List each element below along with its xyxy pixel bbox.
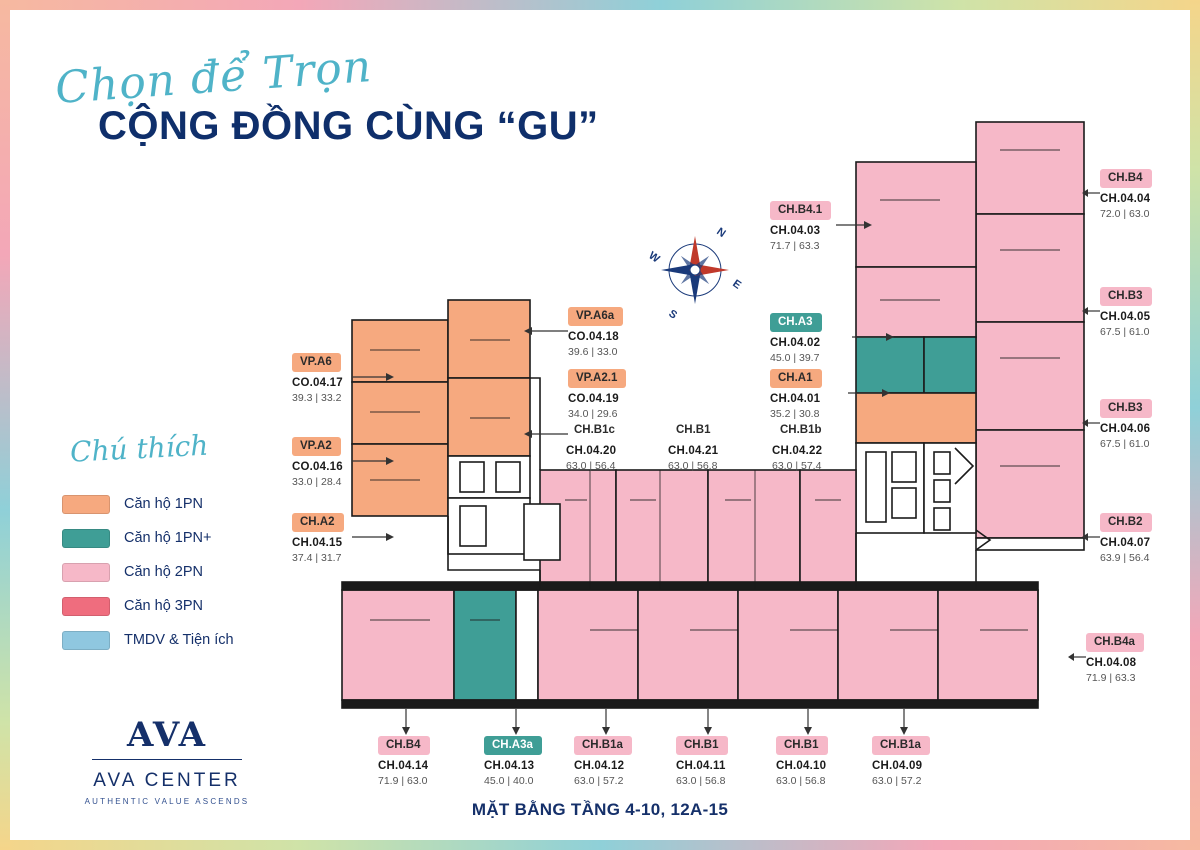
floor-plan-caption: MẶT BẰNG TẦNG 4-10, 12A-15 (471, 800, 729, 819)
callout-ch-04-05[interactable] (1100, 286, 1152, 338)
legend-swatch (62, 597, 110, 616)
unit-code: CH.04.21 (668, 445, 719, 458)
callout-co-04-19[interactable] (568, 368, 626, 420)
logo-name: AVA CENTER (93, 770, 241, 791)
legend-label: Căn hộ 1PN+ (124, 530, 212, 546)
unit-type-badge: CH.B4.1 (770, 201, 831, 220)
unit-type-badge: CH.A3a (484, 736, 542, 755)
callout-ch-04-02[interactable] (770, 312, 822, 364)
unit-type-badge: CH.B3 (1100, 399, 1152, 418)
callout-ch-04-07[interactable] (1100, 512, 1152, 564)
legend-item-2pn (62, 555, 292, 589)
unit-type-badge: CH.B1 (676, 736, 728, 755)
unit-code: CO.04.18 (568, 331, 619, 344)
legend-label: Căn hộ 3PN (124, 598, 203, 614)
compass-n: N (714, 225, 728, 241)
callout-ch-04-21[interactable] (668, 420, 720, 472)
logo-divider (92, 759, 242, 760)
unit-area: 63.9 | 56.4 (1100, 552, 1150, 565)
unit-type-badge: CH.B1 (776, 736, 828, 755)
callout-ch-04-08[interactable] (1086, 632, 1144, 684)
callout-ch-04-15[interactable] (292, 512, 344, 564)
legend-item-1pn (62, 487, 292, 521)
unit-type-badge: CH.A3 (770, 313, 822, 332)
unit-type-badge: VP.A2 (292, 437, 341, 456)
unit-area: 63.0 | 57.4 (772, 460, 822, 473)
unit-type-badge: CH.A1 (770, 369, 822, 388)
legend-item-tmdv (62, 623, 292, 657)
unit-code: CH.04.01 (770, 393, 821, 406)
callout-ch-04-12[interactable] (574, 735, 632, 787)
compass-w: W (646, 249, 662, 266)
unit-area: 63.0 | 56.4 (566, 460, 616, 473)
unit-area: 45.0 | 40.0 (484, 775, 534, 788)
callout-co-04-17[interactable] (292, 352, 343, 404)
logo-mark: AVA (126, 715, 208, 755)
callout-ch-04-03[interactable] (770, 200, 831, 252)
script-title: Chọn để Trọn (53, 40, 374, 115)
brand-logo (62, 715, 272, 806)
unit-type-badge: CH.A2 (292, 513, 344, 532)
callout-ch-04-13[interactable] (484, 735, 542, 787)
unit-code: CO.04.17 (292, 377, 343, 390)
unit-code: CO.04.19 (568, 393, 619, 406)
unit-type-badge: CH.B1 (676, 424, 711, 436)
unit-type-badge: CH.B4 (1100, 169, 1152, 188)
unit-type-badge: VP.A6a (568, 307, 623, 326)
unit-type-badge: CH.B3 (1100, 287, 1152, 306)
legend-label: Căn hộ 2PN (124, 564, 203, 580)
decorative-border-bottom (0, 840, 1200, 850)
unit-code: CH.04.06 (1100, 423, 1151, 436)
logo-tagline: AUTHENTIC VALUE ASCENDS (84, 797, 250, 806)
unit-code: CH.04.20 (566, 445, 617, 458)
unit-code: CH.04.14 (378, 760, 429, 773)
decorative-border-right (1190, 0, 1200, 850)
unit-code: CH.04.02 (770, 337, 821, 350)
callout-ch-04-04[interactable] (1100, 168, 1152, 220)
callout-ch-04-09[interactable] (872, 735, 930, 787)
unit-type-badge: CH.B2 (1100, 513, 1152, 532)
unit-area: 63.0 | 56.8 (668, 460, 718, 473)
legend-item-3pn (62, 589, 292, 623)
unit-code: CH.04.22 (772, 445, 823, 458)
legend (62, 430, 292, 657)
legend-swatch (62, 563, 110, 582)
callout-ch-04-10[interactable] (776, 735, 828, 787)
callout-co-04-18[interactable] (568, 306, 623, 358)
unit-type-badge: CH.B1b (780, 424, 822, 436)
unit-area: 63.0 | 56.8 (676, 775, 726, 788)
unit-code: CH.04.11 (676, 760, 726, 773)
unit-code: CH.04.13 (484, 760, 535, 773)
legend-label: Căn hộ 1PN (124, 496, 203, 512)
legend-title: Chú thích (69, 428, 210, 469)
callout-ch-04-11[interactable] (676, 735, 728, 787)
callout-ch-04-22[interactable] (772, 420, 831, 472)
unit-area: 33.0 | 28.4 (292, 476, 342, 489)
unit-code: CH.04.12 (574, 760, 625, 773)
legend-label: TMDV & Tiện ích (124, 632, 234, 648)
compass-s: S (666, 307, 680, 322)
unit-type-badge: CH.B1a (574, 736, 632, 755)
callout-ch-04-20[interactable] (566, 420, 624, 472)
unit-type-badge: VP.A2.1 (568, 369, 626, 388)
legend-item-1pn-plus (62, 521, 292, 555)
unit-area: 71.7 | 63.3 (770, 240, 820, 253)
unit-area: 35.2 | 30.8 (770, 408, 820, 421)
unit-type-badge: CH.B1a (872, 736, 930, 755)
unit-area: 39.6 | 33.0 (568, 346, 618, 359)
unit-area: 63.0 | 57.2 (872, 775, 922, 788)
unit-type-badge: CH.B4 (378, 736, 430, 755)
unit-area: 71.9 | 63.3 (1086, 672, 1136, 685)
unit-code: CH.04.08 (1086, 657, 1137, 670)
legend-swatch (62, 495, 110, 514)
unit-type-badge: VP.A6 (292, 353, 341, 372)
unit-code: CH.04.03 (770, 225, 821, 238)
unit-area: 34.0 | 29.6 (568, 408, 618, 421)
unit-code: CH.04.04 (1100, 193, 1151, 206)
unit-area: 63.0 | 57.2 (574, 775, 624, 788)
unit-area: 72.0 | 63.0 (1100, 208, 1150, 221)
unit-code: CH.04.09 (872, 760, 923, 773)
decorative-border-top (0, 0, 1200, 10)
callout-ch-04-14[interactable] (378, 735, 430, 787)
callout-ch-04-06[interactable] (1100, 398, 1152, 450)
compass-e: E (730, 277, 744, 292)
unit-area: 67.5 | 61.0 (1100, 326, 1150, 339)
legend-swatch (62, 631, 110, 650)
unit-area: 37.4 | 31.7 (292, 552, 342, 565)
unit-code: CO.04.16 (292, 461, 343, 474)
unit-code: CH.04.15 (292, 537, 343, 550)
page-title: CỘNG ĐỒNG CÙNG “GU” (98, 104, 599, 148)
unit-area: 67.5 | 61.0 (1100, 438, 1150, 451)
unit-area: 39.3 | 33.2 (292, 392, 342, 405)
unit-area: 63.0 | 56.8 (776, 775, 826, 788)
unit-type-badge: CH.B4a (1086, 633, 1144, 652)
unit-code: CH.04.07 (1100, 537, 1151, 550)
unit-type-badge: CH.B1c (574, 424, 615, 436)
unit-area: 71.9 | 63.0 (378, 775, 428, 788)
decorative-border-left (0, 0, 10, 850)
unit-area: 45.0 | 39.7 (770, 352, 820, 365)
legend-swatch (62, 529, 110, 548)
unit-code: CH.04.10 (776, 760, 827, 773)
unit-code: CH.04.05 (1100, 311, 1151, 324)
callout-co-04-16[interactable] (292, 436, 343, 488)
callout-ch-04-01[interactable] (770, 368, 822, 420)
